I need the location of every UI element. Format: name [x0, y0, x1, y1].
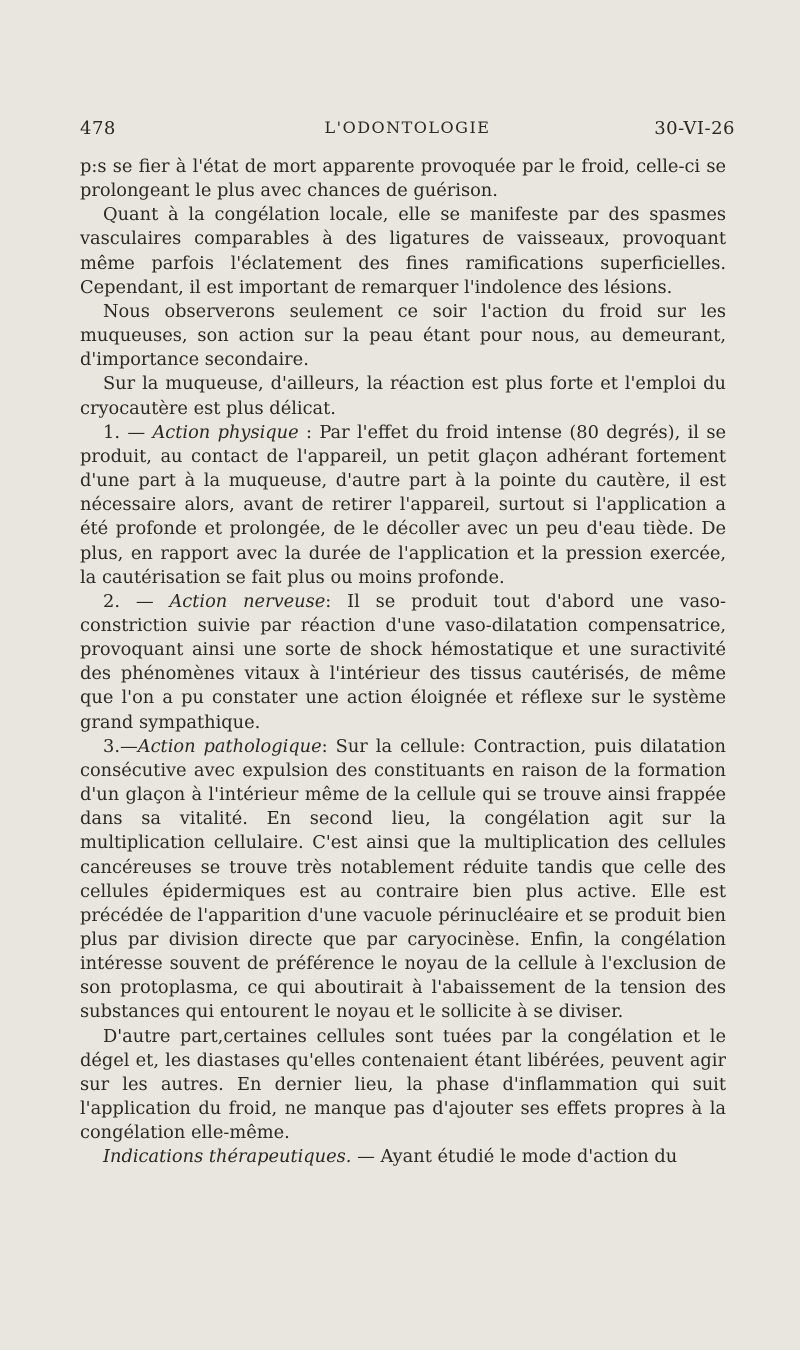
- issue-date: 30-VI-26: [654, 118, 735, 139]
- paragraph-8: [80, 1025, 726, 1146]
- section-title: Action nerveuse: [169, 590, 326, 612]
- section-action-physique: [80, 421, 726, 590]
- paragraph-1: [80, 155, 726, 203]
- running-header: [80, 118, 735, 142]
- section-title: Indications thérapeutiques.: [103, 1146, 352, 1168]
- page-number: 478: [80, 118, 116, 139]
- paragraph-4: [80, 372, 726, 420]
- paragraph-text: Sur la muqueuse, d'ailleurs, la réaction est plus forte et l'emploi du cryocautère est plus délicat.: [80, 373, 726, 419]
- paragraph-text: — Ayant étudié le mode d'action du: [351, 1146, 678, 1168]
- section-number: 2. —: [103, 590, 170, 612]
- paragraph-text: : Il se produit tout d'abord une vaso-constriction suivie par réaction d'une vaso-dilatation compensatrice, provoquant ainsi une sorte de shock hémostatique et une suractivité des phénomènes vitaux à l'intérieur des tissus cautérisés, de même que l'on a pu constater une action éloignée et réflexe sur le système grand sympathique.: [80, 590, 726, 733]
- paragraph-text: D'autre part,certaines cellules sont tuées par la congélation et le dégel et, les diastases qu'elles contenaient étant libérées, peuvent agir sur les autres. En dernier lieu, la phase d'inflammation qui suit l'application du froid, ne manque pas d'ajouter ses effets propres à la congélation elle-même.: [80, 1025, 726, 1144]
- section-indications: [80, 1145, 726, 1169]
- page-body: [80, 155, 726, 1170]
- paragraph-text: Nous observerons seulement ce soir l'action du froid sur les muqueuses, son action sur la peau étant pour nous, au demeurant, d'importance secondaire.: [80, 300, 726, 371]
- journal-title: L'ODONTOLOGIE: [324, 118, 491, 137]
- paragraph-text: Quant à la congélation locale, elle se manifeste par des spasmes vasculaires comparables à des ligatures de vaisseaux, provoquant même parfois l'éclatement des fines ramifications superficielles. Cependant, il est important de remarquer l'indolence des lésions.: [80, 204, 726, 298]
- section-number: 1. —: [103, 421, 153, 443]
- section-action-pathologique: [80, 735, 726, 1025]
- section-title: Action pathologique: [137, 735, 322, 757]
- paragraph-3: [80, 300, 726, 372]
- section-title: Action physique: [152, 421, 299, 443]
- section-action-nerveuse: [80, 590, 726, 735]
- paragraph-text: : Sur la cellule: Contraction, puis dilatation consécutive avec expulsion des constituants en raison de la formation d'un glaçon à l'intérieur même de la cellule qui se trouve ainsi frappée dans sa vitalité. En second lieu, la congélation agit sur la multiplication cellulaire. C'est ainsi que la multiplication des cellules cancéreuses se trouve très notablement réduite tandis que celle des cellules épidermiques est au contraire bien plus active. Elle est précédée de l'apparition d'une vacuole périnucléaire et se produit bien plus par division directe que par caryocinèse. Enfin, la congélation intéresse souvent de préférence le noyau de la cellule à l'exclusion de son protoplasma, ce qui aboutirait à l'abaissement de la tension des substances qui entourent le noyau et le sollicite à se diviser.: [80, 735, 726, 1023]
- paragraph-text: p:s se fier à l'état de mort apparente provoquée par le froid, celle-ci se prolongeant le plus avec chances de guérison.: [80, 156, 726, 202]
- paragraph-text: : Par l'effet du froid intense (80 degrés), il se produit, au contact de l'appareil, un petit glaçon adhérant fortement d'une part à la muqueuse, d'autre part à la pointe du cautère, il est nécessaire alors, avant de retirer l'appareil, surtout si l'application a été profonde et prolongée, de le décoller avec un peu d'eau tiède. De plus, en rapport avec la durée de l'application et la pression exercée, la cautérisation se fait plus ou moins profonde.: [80, 421, 726, 588]
- section-number: 3.—: [103, 735, 138, 757]
- paragraph-2: [80, 203, 726, 300]
